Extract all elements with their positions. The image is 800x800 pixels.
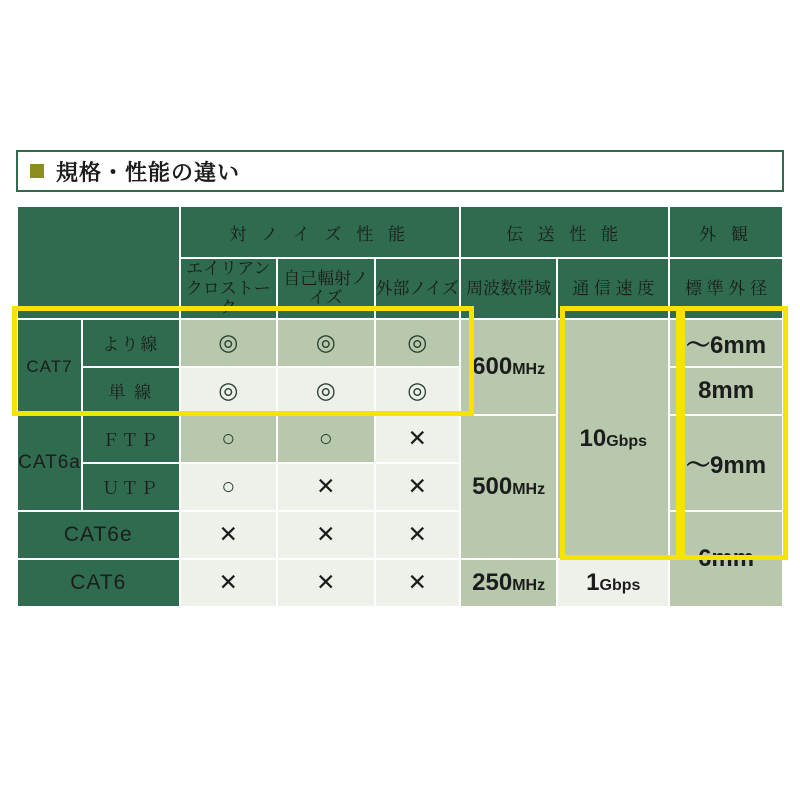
row-sublabel-cat6a-utp: ＵＴＰ xyxy=(82,463,180,511)
cell-cat7-stranded-alien xyxy=(180,319,278,367)
mark-cross: ✕ xyxy=(407,520,427,547)
spec-table xyxy=(16,205,784,608)
cat7-bandwidth-unit: MHz xyxy=(512,360,546,378)
mark-circle: ○ xyxy=(318,424,333,451)
cell-cat7-bandwidth xyxy=(460,319,558,415)
cell-cat7-stranded-self xyxy=(277,319,375,367)
table-group-header-row xyxy=(17,206,783,258)
cell-cat6e-self xyxy=(277,511,375,559)
mark-double-circle: ◎ xyxy=(218,376,239,403)
mark-double-circle: ◎ xyxy=(315,376,336,403)
cell-cat7-solid-self xyxy=(277,367,375,415)
cell-cat6a-ftp-external xyxy=(375,415,460,463)
mark-circle: ○ xyxy=(221,472,236,499)
cat7-bandwidth-value: 600 xyxy=(472,352,513,380)
dia-cat6: 6mm xyxy=(698,544,755,572)
cell-cat6e-external xyxy=(375,511,460,559)
col-self-radiation: 自己輻射ノイズ xyxy=(277,258,375,319)
col-diameter: 標 準 外 径 xyxy=(669,258,783,319)
col-group-noise: 対 ノ イ ズ 性 能 xyxy=(180,206,460,258)
mark-double-circle: ◎ xyxy=(407,376,428,403)
speed-1g-value: 1 xyxy=(586,568,600,596)
col-group-appearance: 外 観 xyxy=(669,206,783,258)
cell-cat7-solid-external xyxy=(375,367,460,415)
speed-10g-unit: Gbps xyxy=(606,432,648,450)
mark-cross: ✕ xyxy=(407,424,427,451)
col-alien-crosstalk-line2: クロストーク xyxy=(185,278,271,318)
dia-cat7-solid: 8mm xyxy=(698,376,755,404)
col-alien-crosstalk xyxy=(180,258,278,319)
cell-cat6a-ftp-self xyxy=(277,415,375,463)
page-title: 規格・性能の違い xyxy=(56,159,241,185)
mark-double-circle: ◎ xyxy=(407,328,428,355)
mark-cross: ✕ xyxy=(316,520,336,547)
row-label-cat6e: CAT6e xyxy=(17,511,180,559)
cell-cat7-stranded-diameter xyxy=(669,319,783,367)
cat6-bandwidth-unit: MHz xyxy=(512,576,546,594)
cell-cat6a-utp-self xyxy=(277,463,375,511)
cell-cat6e-alien xyxy=(180,511,278,559)
mark-cross: ✕ xyxy=(218,568,238,595)
mark-cross: ✕ xyxy=(316,568,336,595)
cat6a-bandwidth-value: 500 xyxy=(472,472,513,500)
col-speed: 通 信 速 度 xyxy=(557,258,669,319)
cat6a-bandwidth-unit: MHz xyxy=(512,480,546,498)
row-label-cat7: CAT7 xyxy=(17,319,82,415)
dia-cat7-stranded: 〜6mm xyxy=(686,332,767,360)
square-bullet-icon xyxy=(30,164,44,178)
spec-table-wrap xyxy=(16,205,784,608)
table-row xyxy=(17,319,783,367)
cell-cat6-speed xyxy=(557,559,669,607)
cell-cat6-alien xyxy=(180,559,278,607)
cell-cat7-solid-alien xyxy=(180,367,278,415)
cell-cat6a-utp-alien xyxy=(180,463,278,511)
dia-cat6a: 〜9mm xyxy=(686,452,767,480)
cell-cat7-solid-diameter xyxy=(669,367,783,415)
row-label-cat6: CAT6 xyxy=(17,559,180,607)
col-group-transmission: 伝 送 性 能 xyxy=(460,206,669,258)
cell-cat6-external xyxy=(375,559,460,607)
cat6-bandwidth-value: 250 xyxy=(472,568,513,596)
mark-double-circle: ◎ xyxy=(315,328,336,355)
col-external-noise: 外部ノイズ xyxy=(375,258,460,319)
cell-cat6-diameter xyxy=(669,511,783,607)
cell-cat6-self xyxy=(277,559,375,607)
table-row xyxy=(17,559,783,607)
mark-cross: ✕ xyxy=(407,472,427,499)
row-sublabel-cat7-stranded: より線 xyxy=(82,319,180,367)
col-alien-crosstalk-line1: エイリアン xyxy=(186,259,271,278)
row-sublabel-cat6a-ftp: ＦＴＰ xyxy=(82,415,180,463)
row-label-cat6a: CAT6a xyxy=(17,415,82,511)
mark-cross: ✕ xyxy=(218,520,238,547)
cell-cat6a-diameter xyxy=(669,415,783,511)
page-title-bar xyxy=(16,150,784,192)
row-sublabel-cat7-solid: 単 線 xyxy=(82,367,180,415)
cell-cat6a-ftp-alien xyxy=(180,415,278,463)
cell-cat6a-bandwidth xyxy=(460,415,558,559)
table-corner-cell xyxy=(17,206,180,319)
mark-cross: ✕ xyxy=(407,568,427,595)
speed-1g-unit: Gbps xyxy=(599,576,641,594)
cell-speed-10gbps xyxy=(557,319,669,559)
mark-double-circle: ◎ xyxy=(218,328,239,355)
cell-cat7-stranded-external xyxy=(375,319,460,367)
cell-cat6a-utp-external xyxy=(375,463,460,511)
cell-cat6-bandwidth xyxy=(460,559,558,607)
mark-circle: ○ xyxy=(221,424,236,451)
col-bandwidth: 周波数帯域 xyxy=(460,258,558,319)
mark-cross: ✕ xyxy=(316,472,336,499)
speed-10g-value: 10 xyxy=(579,424,607,452)
